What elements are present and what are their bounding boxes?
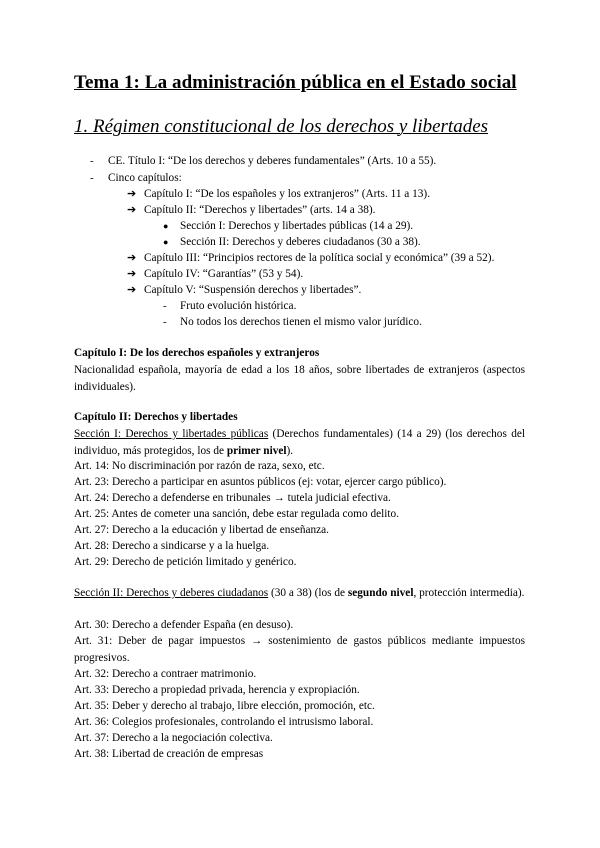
arrow-bullet-icon: ➔ — [127, 268, 137, 280]
secII-text: (30 a 38) (los de — [268, 587, 348, 599]
page-title: Tema 1: La administración pública en el Estado social — [74, 72, 517, 93]
secII-label: Sección II: Derechos y deberes ciudadanos — [74, 587, 269, 599]
dash-bullet: - — [163, 300, 167, 312]
secI-paragraph — [74, 426, 525, 459]
secII-item: Art. 32: Derecho a contraer matrimonio. — [74, 668, 257, 680]
capI-paragraph: Nacionalidad española, mayoría de edad a los 18 años, sobre libertades de extranjeros (aspectos individuales). — [74, 364, 525, 393]
dash-bullet: - — [90, 155, 94, 167]
arrow-bullet-icon: ➔ — [127, 204, 137, 216]
dot-bullet-icon: ● — [163, 221, 169, 231]
list-item-cap2: Capítulo II: “Derechos y libertades” (arts. 14 a 38). — [144, 204, 376, 216]
list-item-sec1: Sección I: Derechos y libertades públicas (14 a 29). — [180, 220, 414, 232]
arrow-bullet-icon: ➔ — [127, 188, 137, 200]
arrow-bullet-icon: ➔ — [127, 284, 137, 296]
list-item-cap3: Capítulo III: “Principios rectores de la política social y económica” (39 a 52). — [144, 252, 495, 264]
capII-heading: Capítulo II: Derechos y libertades — [74, 411, 238, 423]
secII-item: Art. 36: Colegios profesionales, controlando el intrusismo laboral. — [74, 716, 374, 728]
list-item-cap4: Capítulo IV: “Garantías” (53 y 54). — [144, 268, 304, 280]
list-item-ce: CE. Título I: “De los derechos y deberes fundamentales” (Arts. 10 a 55). — [108, 155, 437, 167]
secII-item: Art. 38: Libertad de creación de empresas — [74, 748, 264, 760]
secI-item: Art. 27: Derecho a la educación y libertad de enseñanza. — [74, 524, 330, 536]
list-item-cap1: Capítulo I: “De los españoles y los extranjeros” (Arts. 11 a 13). — [144, 188, 431, 200]
secII-text-end: , protección intermedia). — [413, 587, 525, 599]
secII-item: Art. 35: Deber y derecho al trabajo, libre elección, promoción, etc. — [74, 700, 375, 712]
secI-item: Art. 25: Antes de cometer una sanción, debe estar regulada como delito. — [74, 508, 399, 520]
secII-item: Art. 31: Deber de pagar impuestos → sostenimiento de gastos públicos mediante impuestos progresivos. — [74, 635, 525, 664]
secI-text: (Derechos fundamentales) (14 a 29) (los derechos del individuo, más protegidos, los de — [74, 428, 525, 457]
list-item-cap5: Capítulo V: “Suspensión derechos y libertades”. — [144, 284, 362, 296]
secI-item: Art. 29: Derecho de petición limitado y genérico. — [74, 556, 297, 568]
secI-label: Sección I: Derechos y libertades públicas — [74, 428, 269, 440]
dash-bullet: - — [163, 316, 167, 328]
secII-paragraph — [74, 585, 525, 602]
secI-item: Art. 14: No discriminación por razón de raza, sexo, etc. — [74, 460, 325, 472]
list-item-cinco: Cinco capítulos: — [108, 172, 182, 184]
list-item-notodos: No todos los derechos tienen el mismo valor jurídico. — [180, 316, 422, 328]
secII-item: Art. 33: Derecho a propiedad privada, herencia y expropiación. — [74, 684, 360, 696]
section-heading: 1. Régimen constitucional de los derechos y libertades — [74, 116, 489, 137]
secI-text-end: ). — [286, 444, 294, 457]
secI-item: Art. 24: Derecho a defenderse en tribunales → tutela judicial efectiva. — [74, 492, 391, 504]
list-item-fruto: Fruto evolución histórica. — [180, 300, 297, 312]
secII-item: Art. 37: Derecho a la negociación colectiva. — [74, 732, 273, 744]
secII-bold: segundo nivel — [347, 587, 414, 599]
list-item-sec2: Sección II: Derechos y deberes ciudadanos (30 a 38). — [180, 236, 421, 248]
capI-heading: Capítulo I: De los derechos españoles y extranjeros — [74, 347, 320, 359]
secI-item: Art. 23: Derecho a participar en asuntos públicos (ej: votar, ejercer cargo público). — [74, 476, 447, 488]
arrow-bullet-icon: ➔ — [127, 252, 137, 264]
secI-item: Art. 28: Derecho a sindicarse y a la huelga. — [74, 540, 270, 552]
dot-bullet-icon: ● — [163, 237, 169, 247]
dash-bullet: - — [90, 172, 94, 184]
secI-bold: primer nivel — [226, 444, 287, 457]
secII-item: Art. 30: Derecho a defender España (en desuso). — [74, 619, 294, 631]
